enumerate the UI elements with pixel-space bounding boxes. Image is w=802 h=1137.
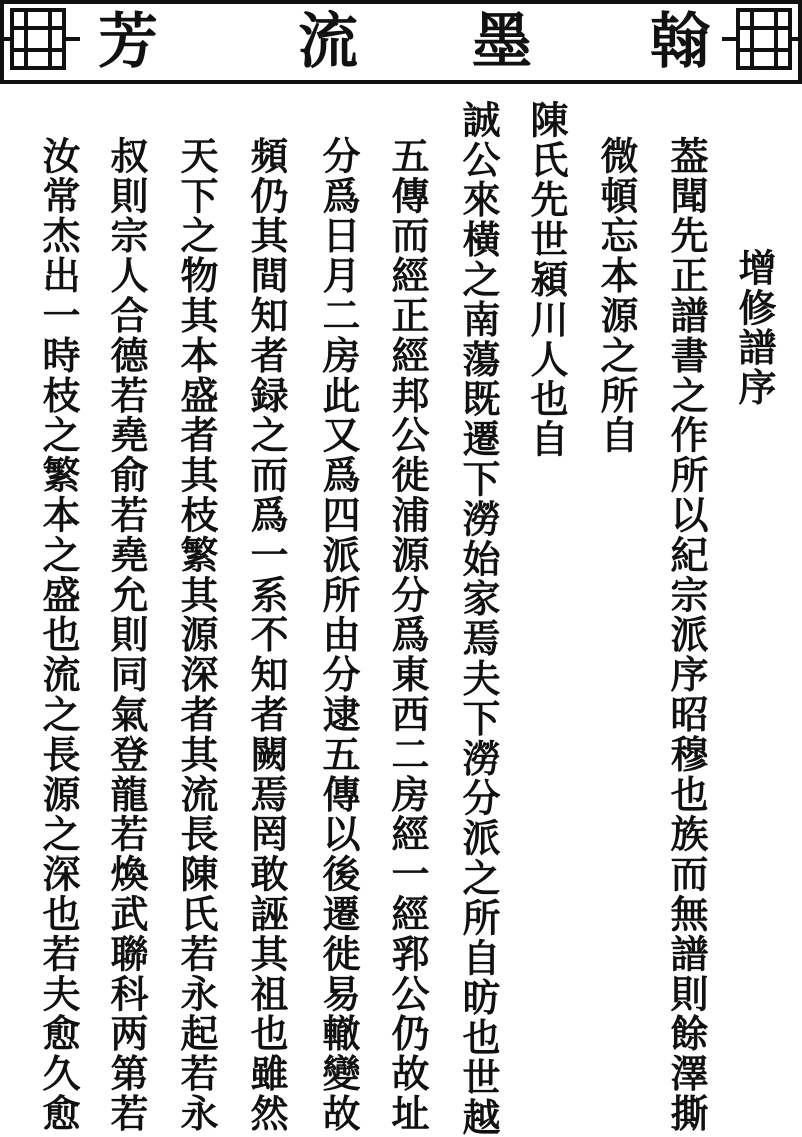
text-column: 頻仍其間知者録之而爲一系不知者闕焉罔敢誣其祖也雖然 [244,136,289,1134]
text-column: 誠公來橫之南蕩既遷下澇始家焉夫下澇分派之所自昉也世越 [456,100,501,1137]
text-column: 微頓忘本源之所自 [594,136,639,456]
text-column: 五傳而經正經邦公徙浦源分爲東西二房經一經郛公仍故址 [385,136,430,1134]
text-column: 葢聞先正譜書之作所以紀宗派序昭穆也族而無譜則餘澤撕 [664,136,709,1134]
banner-char: 芳 [98,7,158,77]
document-heading: 增修譜序 [732,248,777,408]
text-column: 天下之物其本盛者其枝繁其源深者其流長陳氏若永起若永 [174,136,219,1134]
text-column: 汝常杰出一時枝之繁本之盛也流之長源之深也若夫愈久愈 [36,136,81,1134]
banner-char: 流 [298,7,358,77]
banner-char: 墨 [472,7,532,77]
banner [0,0,802,84]
banner-char: 翰 [650,7,710,77]
text-column: 陳氏先世潁川人也自 [524,100,569,460]
text-column: 分爲日月二房此又爲四派所由分逮五傳以後遷徙易轍變故 [316,136,361,1134]
text-column: 叔則宗人合德若堯俞若堯允則同氣登龍若煥武聯科两第若 [104,136,149,1134]
